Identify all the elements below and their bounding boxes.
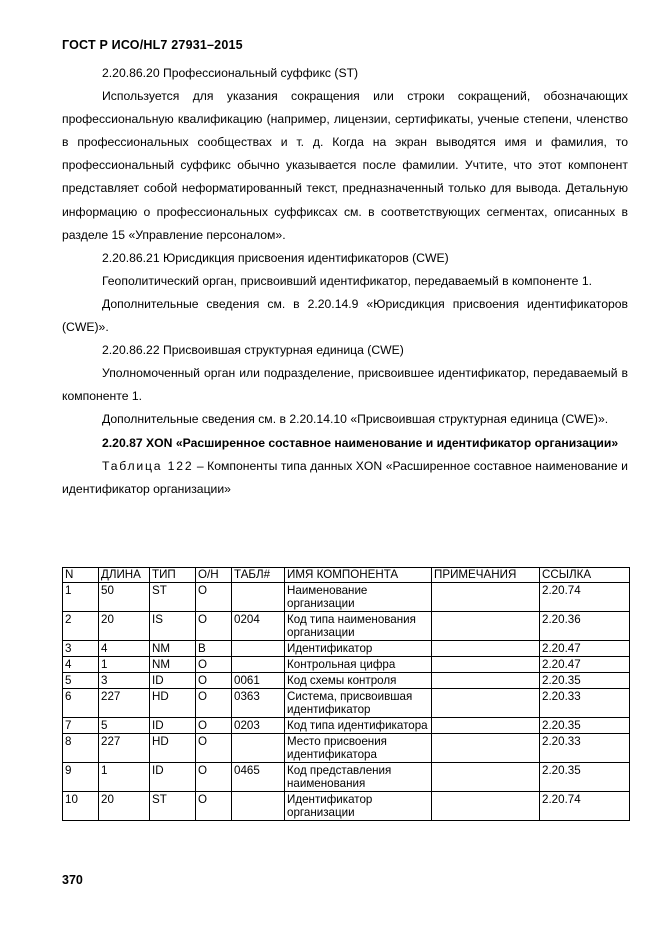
cell-component-name: Место присвоения идентификатора [285, 734, 432, 763]
cell-notes [432, 792, 540, 821]
cell-type: IS [150, 612, 196, 641]
paragraph-professional-suffix: Используется для указания сокращения или строки сокращений, обозначающих профессиональную квалификацию (например, лицензии, сертификаты, ученые степени, членство в профессиональных сообществах и т. д. Когда на экран выводятся имя и фамилия, то профессиональный суффикс обычно указывается после фамилии. Учтите, что этот компонент представляет собой неформатированный текст, предназначенный только для вывода. Детальную информацию о профессиональных суффиксах см. в соответствующих сегментах, описанных в разделе 15 «Управление персоналом». [62, 89, 628, 242]
cell-length: 227 [99, 734, 150, 763]
cell-reference: 2.20.47 [540, 641, 630, 657]
cell-type: ID [150, 763, 196, 792]
col-header-notes: ПРИМЕЧАНИЯ [432, 568, 540, 583]
cell-opt: O [196, 763, 232, 792]
table-row [63, 641, 630, 657]
table-caption-prefix: Таблица 122 [102, 458, 194, 473]
section-heading-2-20-86-22: 2.20.86.22 Присвоившая структурная единица (CWE) [102, 343, 404, 358]
cell-reference: 2.20.35 [540, 718, 630, 734]
col-header-type: ТИП [150, 568, 196, 583]
cell-table: 0203 [232, 718, 285, 734]
cell-length: 50 [99, 583, 150, 612]
cell-notes [432, 734, 540, 763]
cell-reference: 2.20.33 [540, 734, 630, 763]
cell-table [232, 641, 285, 657]
table-header-row [63, 568, 630, 583]
cell-length: 5 [99, 718, 150, 734]
cell-notes [432, 583, 540, 612]
cell-table [232, 792, 285, 821]
cell-table [232, 583, 285, 612]
table-caption [62, 455, 628, 501]
cell-length: 1 [99, 657, 150, 673]
cell-opt: O [196, 583, 232, 612]
cell-reference: 2.20.74 [540, 583, 630, 612]
table-row [63, 763, 630, 792]
cell-reference: 2.20.35 [540, 673, 630, 689]
cell-table [232, 657, 285, 673]
paragraph-jurisdiction: Геополитический орган, присвоивший идентификатор, передаваемый в компоненте 1. [102, 273, 592, 288]
cell-component-name: Контрольная цифра [285, 657, 432, 673]
cell-table: 0061 [232, 673, 285, 689]
cell-component-name: Код схемы контроля [285, 673, 432, 689]
col-header-length: ДЛИНА [99, 568, 150, 583]
paragraph-assigning-unit-ref: Дополнительные сведения см. в 2.20.14.10 «Присвоившая структурная единица (CWE)». [102, 412, 609, 427]
col-header-reference: ССЫЛКА [540, 568, 630, 583]
cell-length: 4 [99, 641, 150, 657]
cell-notes [432, 763, 540, 792]
cell-reference: 2.20.33 [540, 689, 630, 718]
document-body [62, 62, 628, 501]
components-table [62, 567, 630, 821]
cell-length: 1 [99, 763, 150, 792]
cell-opt: O [196, 689, 232, 718]
cell-notes [432, 641, 540, 657]
cell-opt: O [196, 612, 232, 641]
cell-reference: 2.20.74 [540, 792, 630, 821]
cell-type: NM [150, 641, 196, 657]
cell-table: 0204 [232, 612, 285, 641]
cell-table: 0363 [232, 689, 285, 718]
cell-notes [432, 689, 540, 718]
cell-n: 2 [63, 612, 99, 641]
col-header-opt: О/Н [196, 568, 232, 583]
table-row [63, 612, 630, 641]
table-row [63, 718, 630, 734]
cell-reference: 2.20.47 [540, 657, 630, 673]
table-row [63, 689, 630, 718]
col-header-component-name: ИМЯ КОМПОНЕНТА [285, 568, 432, 583]
paragraph-assigning-unit: Уполномоченный орган или подразделение, присвоившее идентификатор, передаваемый в компоненте 1. [62, 366, 628, 404]
table-row [63, 657, 630, 673]
cell-length: 20 [99, 612, 150, 641]
section-heading-2-20-86-21: 2.20.86.21 Юрисдикция присвоения идентификаторов (CWE) [102, 250, 449, 265]
cell-component-name: Код типа идентификатора [285, 718, 432, 734]
cell-component-name: Код типа наименования организации [285, 612, 432, 641]
cell-type: ID [150, 718, 196, 734]
cell-component-name: Наименование организации [285, 583, 432, 612]
cell-n: 8 [63, 734, 99, 763]
section-heading-2-20-86-20: 2.20.86.20 Профессиональный суффикс (ST) [102, 66, 359, 80]
cell-component-name: Идентификатор организации [285, 792, 432, 821]
cell-table [232, 734, 285, 763]
cell-n: 5 [63, 673, 99, 689]
cell-type: NM [150, 657, 196, 673]
document-header: ГОСТ Р ИСО/HL7 27931–2015 [62, 38, 243, 52]
cell-opt: O [196, 734, 232, 763]
cell-component-name: Код представления наименования [285, 763, 432, 792]
cell-notes [432, 612, 540, 641]
table-row [63, 792, 630, 821]
table-row [63, 673, 630, 689]
paragraph-jurisdiction-ref: Дополнительные сведения см. в 2.20.14.9 «Юрисдикция присвоения идентификаторов (CWE)». [62, 296, 628, 335]
cell-reference: 2.20.36 [540, 612, 630, 641]
cell-opt: O [196, 673, 232, 689]
cell-n: 10 [63, 792, 99, 821]
cell-length: 227 [99, 689, 150, 718]
cell-n: 6 [63, 689, 99, 718]
cell-n: 9 [63, 763, 99, 792]
cell-opt: B [196, 641, 232, 657]
cell-type: ST [150, 792, 196, 821]
cell-n: 3 [63, 641, 99, 657]
cell-type: ST [150, 583, 196, 612]
cell-n: 4 [63, 657, 99, 673]
section-heading-2-20-87: 2.20.87 XON «Расширенное составное наименование и идентификатор организации» [102, 435, 619, 450]
cell-reference: 2.20.35 [540, 763, 630, 792]
cell-notes [432, 673, 540, 689]
cell-type: HD [150, 689, 196, 718]
cell-table: 0465 [232, 763, 285, 792]
cell-notes [432, 657, 540, 673]
cell-length: 20 [99, 792, 150, 821]
cell-opt: O [196, 718, 232, 734]
cell-n: 7 [63, 718, 99, 734]
table-row [63, 734, 630, 763]
table-caption-text: – Компоненты типа данных XON «Расширенное составное наименование и идентификатор организации» [62, 458, 628, 496]
cell-opt: O [196, 792, 232, 821]
cell-opt: O [196, 657, 232, 673]
cell-type: ID [150, 673, 196, 689]
col-header-n: N [63, 568, 99, 583]
cell-notes [432, 718, 540, 734]
cell-length: 3 [99, 673, 150, 689]
page-number: 370 [62, 873, 83, 887]
cell-type: HD [150, 734, 196, 763]
table-row [63, 583, 630, 612]
cell-component-name: Идентификатор [285, 641, 432, 657]
cell-component-name: Система, присвоившая идентификатор [285, 689, 432, 718]
cell-n: 1 [63, 583, 99, 612]
col-header-table: ТАБЛ# [232, 568, 285, 583]
